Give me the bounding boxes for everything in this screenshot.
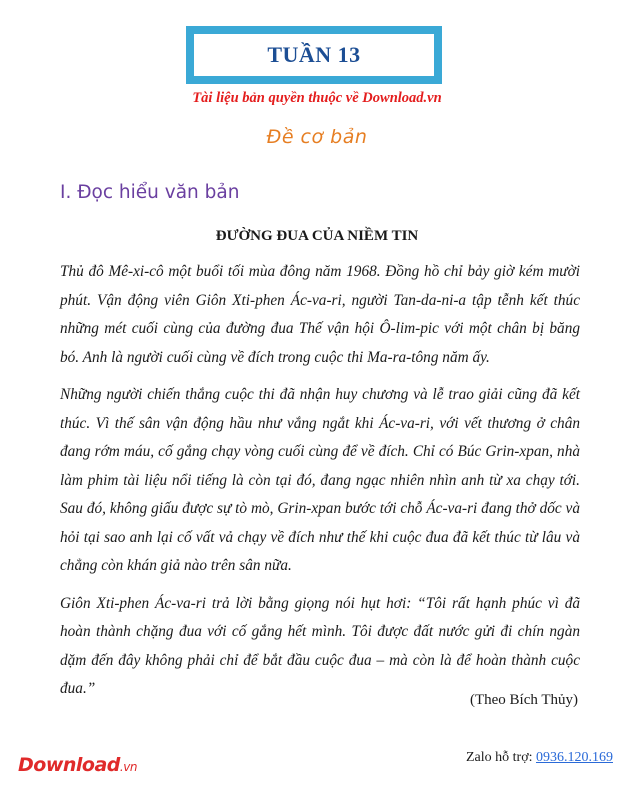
logo-suffix: .vn [119, 760, 137, 774]
download-logo[interactable] [18, 754, 137, 776]
week-banner-inner [194, 34, 434, 76]
story-paragraph: Thủ đô Mê-xi-cô một buổi tối mùa đông năm 1968. Đồng hồ chỉ bảy giờ kém mười phút. Vận động viên Giôn Xti-phen Ác-va-ri, người Tan-da-ni-a tập tễnh kết thúc những mét cuối cùng của đường đua Thế vận hội Ô-lim-pic với một chân bị băng bó. Anh là người cuối cùng về đích trong cuộc thi Ma-ra-tông năm ấy. [60, 263, 580, 366]
support-contact [466, 750, 613, 766]
section-heading: I. Đọc hiểu văn bản [60, 182, 240, 203]
story-paragraph: Những người chiến thắng cuộc thi đã nhận huy chương và lễ trao giải cũng đã kết thúc. Vì thế sân vận động hầu như vắng ngắt khi Ác-va-ri, với vết thương ở chân đang rớm máu, cố gắng chạy vòng cuối cùng để về đích. Chỉ có Búc Grin-xpan, nhà làm phim tài liệu nổi tiếng là còn tại đó, đang ngạc nhiên nhìn anh từ xa chạy tới. Sau đó, không giấu được sự tò mò, Grin-xpan bước tới chỗ Ác-va-ri đang thở dốc và hỏi tại sao anh lại cố vất vả chạy về đích như thế khi cuộc đua đã kết thúc từ lâu và chẳng còn khán giả nào trên sân nữa. [60, 386, 580, 574]
logo-text: Download [18, 754, 120, 776]
story-title: ĐƯỜNG ĐUA CỦA NIỀM TIN [215, 228, 419, 244]
story-body [60, 258, 580, 713]
support-label: Zalo hỗ trợ: [466, 750, 533, 765]
copyright-notice: Tài liệu bản quyền thuộc về Download.vn [192, 90, 442, 106]
support-phone-link[interactable]: 0936.120.169 [536, 750, 613, 765]
week-title: TUẦN 13 [267, 42, 361, 67]
week-banner [186, 26, 442, 84]
exam-subtitle: Đề cơ bản [266, 126, 368, 148]
story-paragraph: Giôn Xti-phen Ác-va-ri trả lời bằng giọng nói hụt hơi: “Tôi rất hạnh phúc vì đã hoàn thành chặng đua với cố gắng hết mình. Tôi được đất nước gửi đi chín ngàn dặm đến đây không phải chỉ để bắt đầu cuộc đua – mà còn là để hoàn thành cuộc đua.” [60, 594, 580, 697]
story-source: (Theo Bích Thủy) [469, 692, 578, 708]
